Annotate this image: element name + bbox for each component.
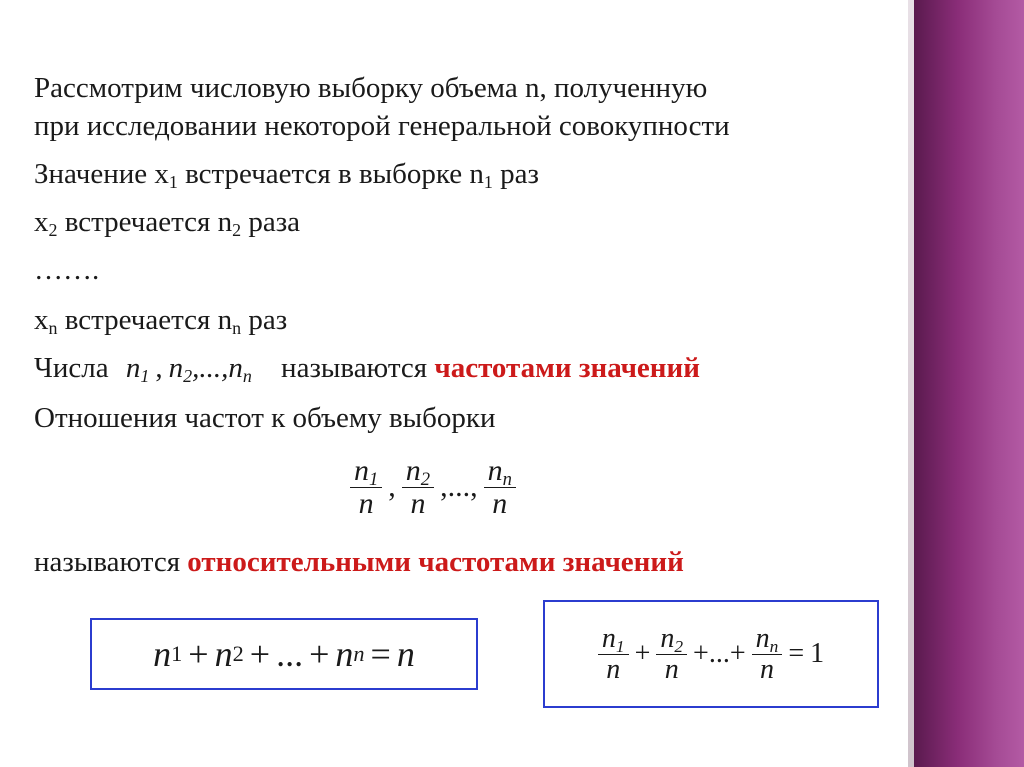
frequency-list: $n_1$ , $n_2,...,n_n$ (125, 352, 252, 387)
text-line-6: $x_n$ встречается $n_n$ раз (34, 304, 288, 339)
fraction-nn-over-n: $\frac{n_n}{n}$ (484, 455, 516, 519)
term-frequencies: частотами значений (434, 352, 700, 384)
text-line-1: Рассмотрим числовую выборку объема n, полученную (34, 72, 708, 104)
box-fraction-2: $\frac{n_2}{n}$ (656, 624, 687, 684)
text-line-4: $x_2$ встречается $n_2$ раза (34, 206, 301, 241)
box-fraction-n: $\frac{n_n}{n}$ (752, 624, 783, 684)
term-relative-frequencies: относительными частотами значений (187, 546, 684, 578)
text-line-8: Отношения частот к объему выборки (34, 402, 496, 434)
fraction-n1-over-n: $\frac{n_1}{n}$ (350, 455, 382, 519)
text-line-7: Числа $n_1$ , $n_2,...,n_n$ называются частотами значений (34, 352, 700, 387)
relative-frequency-fractions: $\frac{n_1}{n}$ , $\frac{n_2}{n}$ ,..., $\frac{n_n}{n}$ (350, 455, 516, 519)
text-line-ellipsis: ……. (34, 254, 100, 286)
sum-of-relative-frequencies-formula: $\frac{n_1}{n}$ + $\frac{n_2}{n}$ +...+ $\frac{n_n}{n}$ = 1 (543, 600, 879, 708)
text-line-2: при исследовании некоторой генеральной совокупности (34, 110, 730, 142)
fraction-n2-over-n: $\frac{n_2}{n}$ (402, 455, 434, 519)
sum-of-frequencies-formula: n 1 + n 2 + ... + n n = n (90, 618, 478, 690)
text-line-9: называются относительными частотами значений (34, 546, 684, 578)
box-fraction-1: $\frac{n_1}{n}$ (598, 624, 629, 684)
side-decorative-band (914, 0, 1024, 767)
text-line-3: Значение $x_1$ встречается в выборке $n_1$ раз (34, 158, 539, 193)
